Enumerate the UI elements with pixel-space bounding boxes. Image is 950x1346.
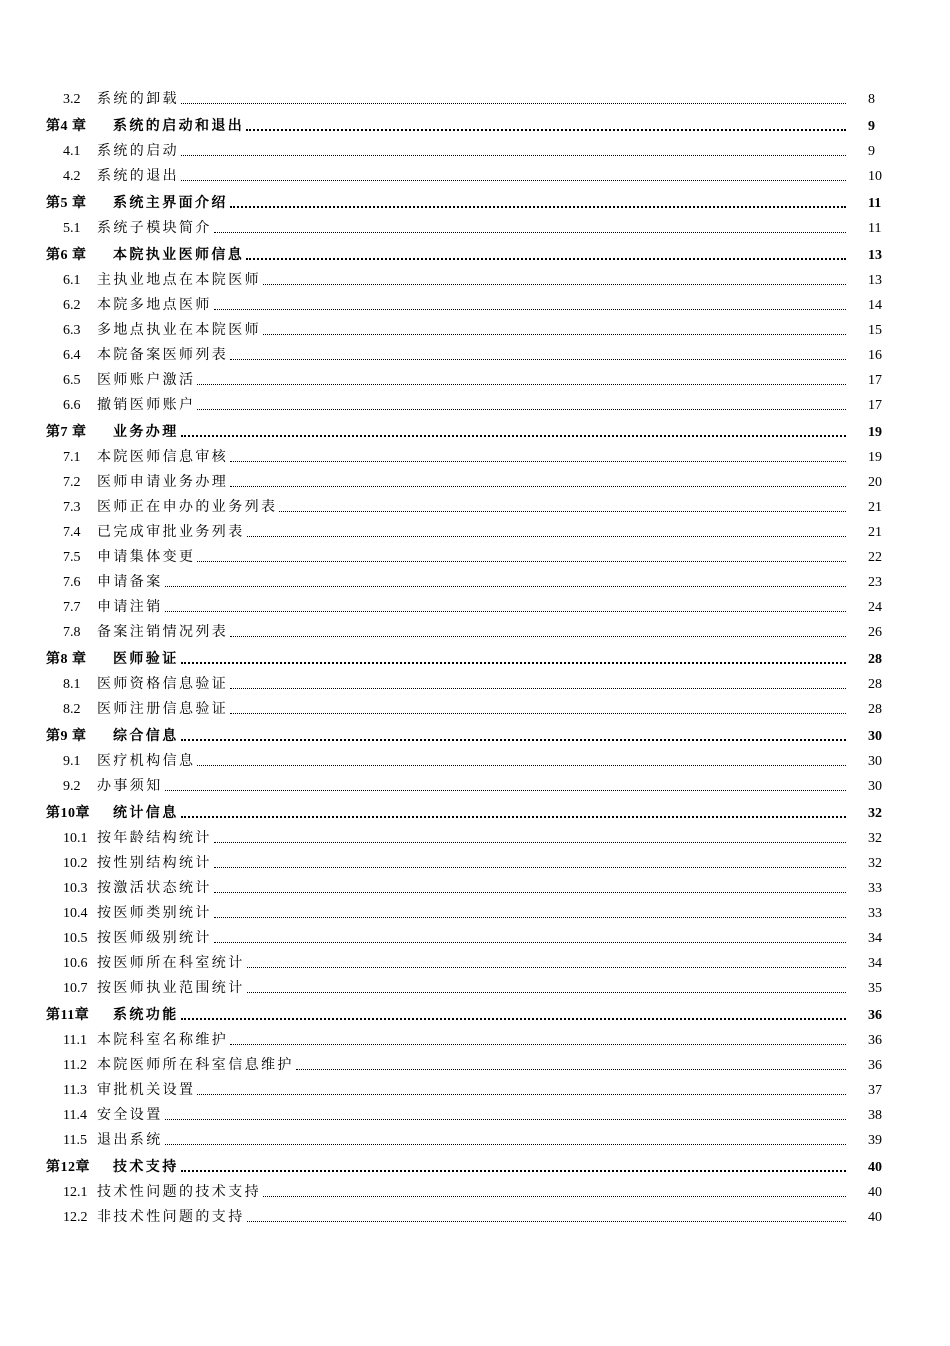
toc-entry-number: 7.3: [63, 500, 81, 515]
toc-entry-page-number: 17: [868, 373, 882, 388]
toc-entry-number: 3.2: [63, 92, 81, 107]
toc-entry-number: 6.5: [63, 373, 81, 388]
toc-section-entry[interactable]: [46, 617, 902, 642]
toc-section-entry[interactable]: [46, 1075, 902, 1100]
toc-section-entry[interactable]: [46, 442, 902, 467]
table-of-contents: [46, 84, 902, 1227]
toc-section-entry[interactable]: [46, 365, 902, 390]
toc-section-entry[interactable]: [46, 1202, 902, 1227]
dot-leader: [214, 892, 846, 893]
toc-entry-number: 7.1: [63, 450, 81, 465]
toc-chapter-entry[interactable]: [46, 238, 902, 265]
toc-entry-number: 7.4: [63, 525, 81, 540]
toc-entry-title: 医师注册信息验证: [97, 702, 229, 717]
toc-entry-number: 10.6: [63, 956, 88, 971]
dot-leader: [197, 409, 846, 410]
toc-section-entry[interactable]: [46, 746, 902, 771]
toc-section-entry[interactable]: [46, 1125, 902, 1150]
toc-entry-title: 已完成审批业务列表: [97, 525, 245, 540]
dot-leader: [181, 435, 846, 437]
toc-entry-title: 安全设置: [97, 1108, 163, 1123]
dot-leader: [181, 1170, 846, 1172]
toc-entry-number: 8.1: [63, 677, 81, 692]
toc-entry-page-number: 23: [868, 575, 882, 590]
dot-leader: [230, 1044, 846, 1045]
toc-entry-page-number: 14: [868, 298, 882, 313]
toc-entry-page-number: 39: [868, 1133, 882, 1148]
toc-entry-page-number: 32: [868, 856, 882, 871]
toc-entry-number: 11.4: [63, 1108, 87, 1123]
toc-entry-title: 申请集体变更: [97, 550, 196, 565]
toc-entry-page-number: 32: [868, 806, 882, 821]
toc-entry-number: 第6 章: [46, 248, 87, 263]
toc-entry-page-number: 20: [868, 475, 882, 490]
dot-leader: [181, 739, 846, 741]
toc-entry-page-number: 26: [868, 625, 882, 640]
toc-entry-title: 系统功能: [113, 1008, 179, 1023]
toc-section-entry[interactable]: [46, 390, 902, 415]
toc-chapter-entry[interactable]: [46, 415, 902, 442]
toc-section-entry[interactable]: [46, 213, 902, 238]
toc-entry-number: 11.3: [63, 1083, 87, 1098]
toc-section-entry[interactable]: [46, 1177, 902, 1202]
toc-entry-title: 医师验证: [113, 652, 179, 667]
dot-leader: [197, 561, 846, 562]
toc-entry-title: 按性别结构统计: [97, 856, 212, 871]
toc-entry-page-number: 40: [868, 1210, 882, 1225]
toc-entry-number: 12.2: [63, 1210, 88, 1225]
toc-entry-page-number: 13: [868, 248, 882, 263]
toc-chapter-entry[interactable]: [46, 109, 902, 136]
toc-entry-number: 10.5: [63, 931, 88, 946]
toc-entry-title: 系统的卸载: [97, 92, 179, 107]
toc-entry-page-number: 40: [868, 1185, 882, 1200]
toc-entry-number: 8.2: [63, 702, 81, 717]
dot-leader: [230, 713, 846, 714]
toc-entry-number: 5.1: [63, 221, 81, 236]
dot-leader: [181, 816, 846, 818]
toc-entry-number: 10.3: [63, 881, 88, 896]
toc-section-entry[interactable]: [46, 315, 902, 340]
toc-entry-number: 第9 章: [46, 729, 87, 744]
toc-entry-page-number: 34: [868, 931, 882, 946]
toc-entry-number: 第11章: [46, 1008, 90, 1023]
toc-entry-number: 第4 章: [46, 119, 87, 134]
toc-entry-number: 7.2: [63, 475, 81, 490]
toc-entry-number: 第5 章: [46, 196, 87, 211]
toc-entry-page-number: 21: [868, 500, 882, 515]
toc-entry-page-number: 30: [868, 779, 882, 794]
dot-leader: [214, 232, 846, 233]
dot-leader: [230, 688, 846, 689]
toc-entry-title: 本院医师信息审核: [97, 450, 229, 465]
toc-chapter-entry[interactable]: [46, 998, 902, 1025]
dot-leader: [247, 992, 846, 993]
toc-entry-title: 主执业地点在本院医师: [97, 273, 261, 288]
toc-entry-title: 系统的退出: [97, 169, 179, 184]
dot-leader: [230, 636, 846, 637]
toc-entry-title: 系统子模块简介: [97, 221, 212, 236]
toc-entry-number: 7.7: [63, 600, 81, 615]
toc-entry-title: 综合信息: [113, 729, 179, 744]
toc-entry-page-number: 24: [868, 600, 882, 615]
toc-entry-title: 技术支持: [113, 1160, 179, 1175]
toc-section-entry[interactable]: [46, 771, 902, 796]
dot-leader: [247, 1221, 846, 1222]
toc-entry-number: 11.2: [63, 1058, 87, 1073]
toc-entry-page-number: 35: [868, 981, 882, 996]
dot-leader: [214, 309, 846, 310]
dot-leader: [197, 1094, 846, 1095]
toc-entry-title: 非技术性问题的支持: [97, 1210, 245, 1225]
toc-entry-title: 按激活状态统计: [97, 881, 212, 896]
toc-entry-page-number: 33: [868, 881, 882, 896]
toc-chapter-entry[interactable]: [46, 719, 902, 746]
dot-leader: [263, 284, 846, 285]
toc-entry-number: 10.4: [63, 906, 88, 921]
dot-leader: [246, 258, 846, 260]
dot-leader: [214, 842, 846, 843]
dot-leader: [296, 1069, 846, 1070]
dot-leader: [181, 662, 846, 664]
toc-section-entry[interactable]: [46, 542, 902, 567]
toc-entry-page-number: 34: [868, 956, 882, 971]
toc-entry-title: 审批机关设置: [97, 1083, 196, 1098]
toc-entry-page-number: 28: [868, 677, 882, 692]
dot-leader: [230, 486, 846, 487]
toc-entry-number: 7.8: [63, 625, 81, 640]
toc-entry-number: 第7 章: [46, 425, 87, 440]
toc-entry-page-number: 19: [868, 450, 882, 465]
dot-leader: [165, 1119, 846, 1120]
toc-entry-title: 本院备案医师列表: [97, 348, 229, 363]
toc-entry-page-number: 36: [868, 1008, 882, 1023]
toc-entry-page-number: 11: [868, 221, 882, 236]
toc-entry-title: 申请注销: [97, 600, 163, 615]
toc-entry-page-number: 30: [868, 754, 882, 769]
toc-section-entry[interactable]: [46, 923, 902, 948]
toc-entry-title: 医疗机构信息: [97, 754, 196, 769]
toc-entry-page-number: 11: [868, 196, 882, 211]
toc-chapter-entry[interactable]: [46, 642, 902, 669]
toc-section-entry[interactable]: [46, 848, 902, 873]
toc-entry-title: 系统主界面介绍: [113, 196, 228, 211]
toc-entry-page-number: 8: [868, 92, 875, 107]
toc-entry-title: 医师账户激活: [97, 373, 196, 388]
dot-leader: [181, 155, 846, 156]
toc-section-entry[interactable]: [46, 290, 902, 315]
toc-entry-title: 业务办理: [113, 425, 179, 440]
toc-entry-number: 6.4: [63, 348, 81, 363]
toc-section-entry[interactable]: [46, 136, 902, 161]
toc-entry-title: 按医师类别统计: [97, 906, 212, 921]
dot-leader: [181, 1018, 846, 1020]
toc-entry-number: 9.2: [63, 779, 81, 794]
toc-entry-page-number: 36: [868, 1033, 882, 1048]
toc-entry-page-number: 16: [868, 348, 882, 363]
toc-entry-page-number: 22: [868, 550, 882, 565]
toc-entry-title: 本院科室名称维护: [97, 1033, 229, 1048]
toc-section-entry[interactable]: [46, 669, 902, 694]
toc-entry-number: 9.1: [63, 754, 81, 769]
toc-chapter-entry[interactable]: [46, 1150, 902, 1177]
toc-entry-number: 7.6: [63, 575, 81, 590]
toc-entry-number: 4.1: [63, 144, 81, 159]
toc-entry-title: 系统的启动和退出: [113, 119, 245, 134]
dot-leader: [230, 206, 846, 208]
dot-leader: [247, 967, 846, 968]
toc-entry-page-number: 28: [868, 652, 882, 667]
toc-section-entry[interactable]: [46, 467, 902, 492]
dot-leader: [279, 511, 846, 512]
toc-entry-number: 7.5: [63, 550, 81, 565]
toc-entry-number: 12.1: [63, 1185, 88, 1200]
dot-leader: [247, 536, 846, 537]
dot-leader: [197, 765, 846, 766]
toc-entry-number: 11.5: [63, 1133, 87, 1148]
toc-entry-title: 系统的启动: [97, 144, 179, 159]
toc-entry-number: 6.3: [63, 323, 81, 338]
toc-section-entry[interactable]: [46, 973, 902, 998]
toc-section-entry[interactable]: [46, 694, 902, 719]
toc-chapter-entry[interactable]: [46, 186, 902, 213]
toc-entry-title: 本院医师所在科室信息维护: [97, 1058, 294, 1073]
dot-leader: [165, 1144, 846, 1145]
toc-entry-title: 撤销医师账户: [97, 398, 196, 413]
toc-entry-title: 统计信息: [113, 806, 179, 821]
dot-leader: [230, 359, 846, 360]
toc-section-entry[interactable]: [46, 161, 902, 186]
toc-section-entry[interactable]: [46, 265, 902, 290]
toc-entry-number: 6.6: [63, 398, 81, 413]
toc-entry-title: 申请备案: [97, 575, 163, 590]
dot-leader: [181, 180, 846, 181]
toc-entry-title: 办事须知: [97, 779, 163, 794]
toc-entry-number: 11.1: [63, 1033, 87, 1048]
toc-entry-page-number: 30: [868, 729, 882, 744]
dot-leader: [165, 586, 846, 587]
toc-entry-page-number: 36: [868, 1058, 882, 1073]
toc-entry-title: 本院执业医师信息: [113, 248, 245, 263]
dot-leader: [263, 1196, 846, 1197]
toc-entry-page-number: 9: [868, 144, 875, 159]
toc-entry-number: 6.1: [63, 273, 81, 288]
dot-leader: [197, 384, 846, 385]
toc-entry-page-number: 32: [868, 831, 882, 846]
toc-section-entry[interactable]: [46, 898, 902, 923]
toc-entry-title: 医师资格信息验证: [97, 677, 229, 692]
dot-leader: [165, 790, 846, 791]
toc-section-entry[interactable]: [46, 567, 902, 592]
toc-section-entry[interactable]: [46, 873, 902, 898]
dot-leader: [230, 461, 846, 462]
dot-leader: [214, 867, 846, 868]
dot-leader: [165, 611, 846, 612]
toc-entry-page-number: 15: [868, 323, 882, 338]
toc-section-entry[interactable]: [46, 517, 902, 542]
toc-section-entry[interactable]: [46, 84, 902, 109]
toc-entry-number: 第10章: [46, 806, 90, 821]
toc-entry-title: 多地点执业在本院医师: [97, 323, 261, 338]
dot-leader: [214, 942, 846, 943]
toc-entry-page-number: 21: [868, 525, 882, 540]
toc-entry-title: 按医师所在科室统计: [97, 956, 245, 971]
toc-entry-title: 本院多地点医师: [97, 298, 212, 313]
dot-leader: [214, 917, 846, 918]
toc-entry-number: 6.2: [63, 298, 81, 313]
toc-section-entry[interactable]: [46, 592, 902, 617]
toc-entry-title: 按医师执业范围统计: [97, 981, 245, 996]
toc-entry-page-number: 40: [868, 1160, 882, 1175]
toc-entry-page-number: 38: [868, 1108, 882, 1123]
toc-chapter-entry[interactable]: [46, 796, 902, 823]
toc-section-entry[interactable]: [46, 823, 902, 848]
toc-section-entry[interactable]: [46, 948, 902, 973]
toc-section-entry[interactable]: [46, 1025, 902, 1050]
toc-entry-number: 10.7: [63, 981, 88, 996]
toc-section-entry[interactable]: [46, 492, 902, 517]
toc-entry-number: 10.2: [63, 856, 88, 871]
toc-section-entry[interactable]: [46, 1050, 902, 1075]
toc-entry-page-number: 19: [868, 425, 882, 440]
toc-entry-title: 按年龄结构统计: [97, 831, 212, 846]
dot-leader: [246, 129, 846, 131]
toc-entry-title: 技术性问题的技术支持: [97, 1185, 261, 1200]
toc-entry-page-number: 33: [868, 906, 882, 921]
toc-entry-title: 备案注销情况列表: [97, 625, 229, 640]
toc-entry-number: 第8 章: [46, 652, 87, 667]
toc-entry-page-number: 10: [868, 169, 882, 184]
toc-entry-page-number: 28: [868, 702, 882, 717]
toc-entry-number: 10.1: [63, 831, 88, 846]
toc-entry-page-number: 13: [868, 273, 882, 288]
toc-entry-title: 按医师级别统计: [97, 931, 212, 946]
toc-entry-number: 4.2: [63, 169, 81, 184]
toc-entry-page-number: 17: [868, 398, 882, 413]
toc-section-entry[interactable]: [46, 340, 902, 365]
dot-leader: [181, 103, 846, 104]
dot-leader: [263, 334, 846, 335]
toc-entry-page-number: 37: [868, 1083, 882, 1098]
toc-entry-title: 医师申请业务办理: [97, 475, 229, 490]
toc-entry-number: 第12章: [46, 1160, 90, 1175]
toc-entry-title: 医师正在申办的业务列表: [97, 500, 278, 515]
toc-entry-title: 退出系统: [97, 1133, 163, 1148]
toc-entry-page-number: 9: [868, 119, 875, 134]
toc-section-entry[interactable]: [46, 1100, 902, 1125]
